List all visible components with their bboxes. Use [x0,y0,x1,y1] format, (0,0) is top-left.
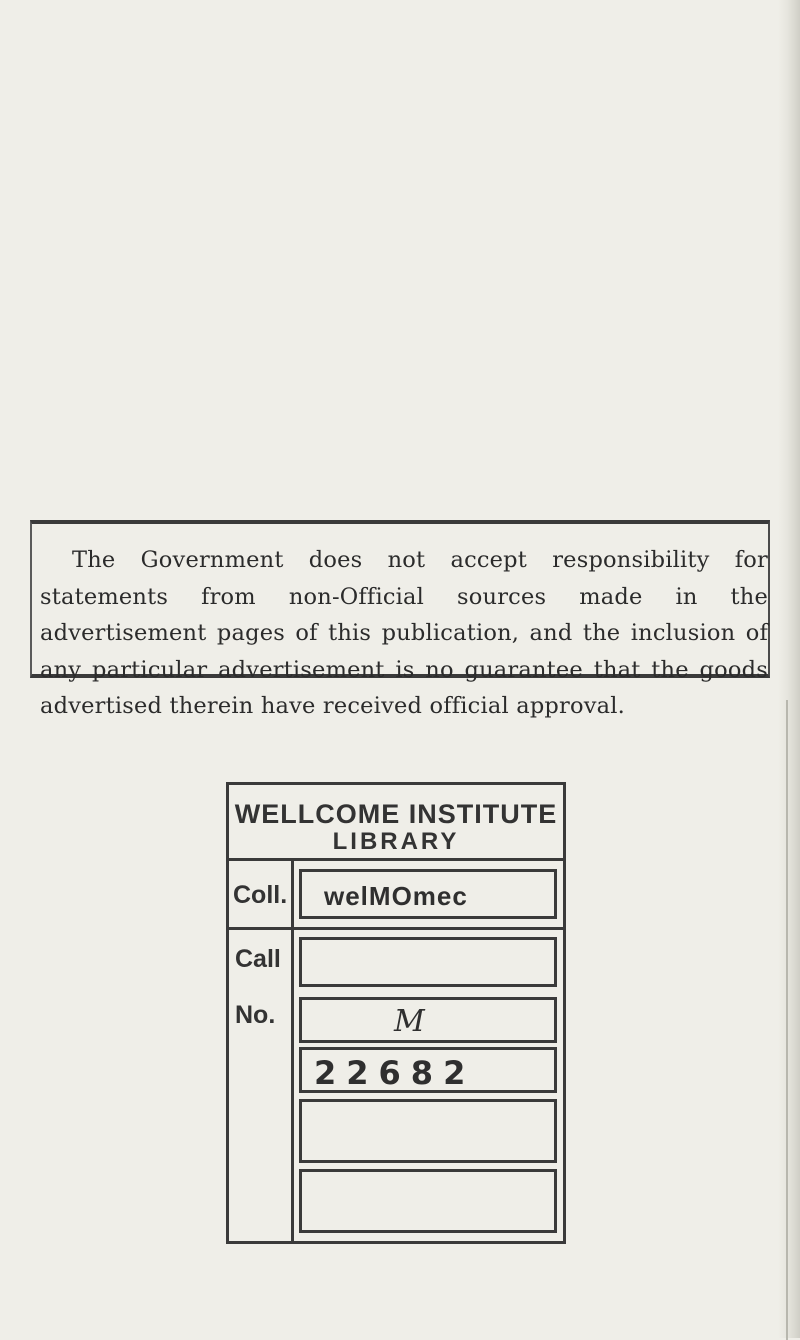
page-edge [778,0,800,1338]
stamp-library-name: LIBRARY [332,828,460,855]
stamp-divider [229,927,563,930]
accession-field [299,1047,557,1093]
stamp-divider [291,861,294,1241]
stamp-institute-name: WELLCOME INSTITUTE [234,799,558,829]
call-label: Call [235,945,281,973]
library-stamp [226,782,566,1244]
class-mark-value: M [394,1004,425,1039]
coll-value: welMOmec [324,881,468,911]
disclaimer-notice: The Government does not accept responsibility for statements from non-Official sources made in the advertisement pages of this publication, and the inclusion of any particular advertisement is no guarantee that the goods advertised therein have received official approval. [40,547,768,719]
blank-field [299,1099,557,1163]
class-mark-field [299,997,557,1043]
call-number-field [299,937,557,987]
accession-number: 22682 [314,1054,476,1092]
coll-field [299,869,557,919]
no-label: No. [235,1001,276,1029]
page-edge-line [786,700,788,1340]
blank-field [299,1169,557,1233]
stamp-header [229,785,563,861]
coll-label: Coll. [233,881,288,909]
